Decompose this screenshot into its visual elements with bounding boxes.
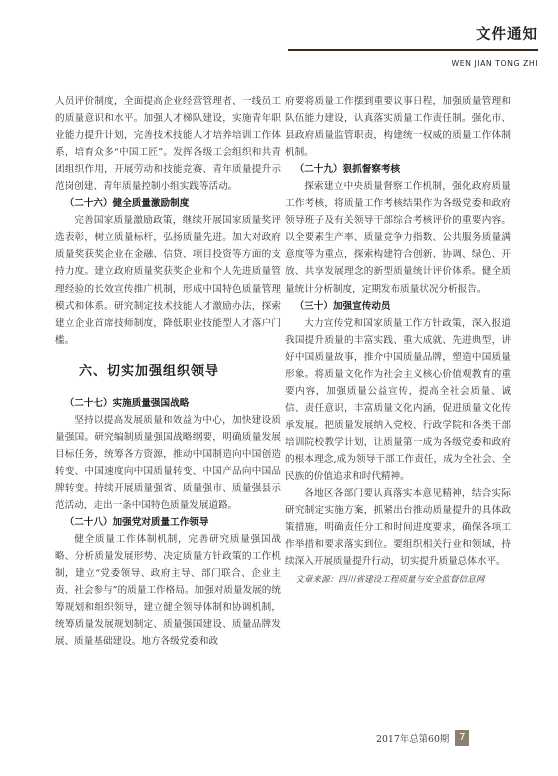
section-heading: 六、切实加强组织领导 (79, 363, 220, 379)
page-footer (376, 730, 469, 746)
page-header (288, 26, 538, 70)
paragraph: 探索建立中央质量督察工作机制，强化政府质量工作考核，将质量工作考核结果作为各级党委和政府领导班子及有关领导干部综合考核评价的重要内容。以全要素生产率、质量竞争力指数、公共服务质量满意度等为重点，探索构建符合创新、协调、绿色、开放、共享发展理念的新型质量统计评价体系。健全质量统计分析制度，定期发布质量状况分析报告。 (285, 181, 511, 295)
paragraph: 大力宣传党和国家质量工作方针政策，深入报道我国提升质量的丰富实践、重大成就、先进典型，讲好中国质量故事，推介中国质量品牌，塑造中国质量形象。将质量文化作为社会主义核心价值观教育的重要内容，加强质量公益宣传，提高全社会质量、诚信、责任意识，丰富质量文化内涵，促进质量文化传承发展。把质量发展纳入党校、行政学院和各类干部培训院校教学计划，让质量第一成为各级党委和政府的根本理念,成为领导干部工作责任，成为全社会、全民族的价值追求和时代精神。 (285, 317, 511, 483)
paragraph: 完善国家质量激励政策，继续开展国家质量奖评选表彰，树立质量标杆，弘扬质量先进。加大对政府质量奖获奖企业在金融、信贷、项目投资等方面的支持力度。建立政府质量奖获奖企业和个人先进质量管理经验的长效宣传推广机制，形成中国特色质量管理模式和体系。研究制定技术技能人才激励办法，探索建立企业首席技师制度，降低职业技能型人才落户门槛。 (55, 215, 281, 346)
paragraph: 健全质量工作体制机制，完善研究质量强国战略、分析质量发展形势、决定质量方针政策的工作机制，建立“党委领导、政府主导、部门联合、企业主责、社会参与”的质量工作格局。加强对质量发展的统筹规划和组织领导，建立健全领导体制和协调机制，统筹质量发展规划制定、质量强国建设、质量品牌发展、质量基础建设。地方各级党委和政 (55, 534, 281, 648)
closing-paragraph: 各地区各部门要认真落实本意见精神，结合实际研究制定实施方案，抓紧出台推动质量提升的具体政策措施，明确责任分工和时间进度要求，确保各项工作举措和要求落实到位。要组织相关行业和领域，持续深入开展质量提升行动，切实提升质量总体水平。 (285, 488, 511, 568)
subsection-title-26: （二十六）健全质量激励制度 (64, 198, 190, 210)
header-title: 文件通知 (476, 27, 538, 43)
header-rule (288, 49, 538, 51)
right-column (285, 93, 511, 589)
subsection-title-27: （二十七）实施质量强国战略 (64, 397, 190, 409)
header-subtitle: WEN JIAN TONG ZHI (451, 59, 538, 68)
article-source: 文章来源：四川省建设工程质量与安全监督信息网 (295, 575, 485, 586)
subsection-title-29: （二十九）狠抓督察考核 (294, 164, 401, 176)
paragraph: 府要将质量工作摆到重要议事日程，加强质量管理和队伍能力建设，认真落实质量工作责任制。强化市、县政府质量监管职责，构建统一权威的质量工作体制机制。 (285, 96, 511, 159)
subsection-title-28: （二十八）加强党对质量工作领导 (64, 517, 209, 529)
subsection-title-30: （三十）加强宣传动员 (294, 300, 391, 312)
issue-label: 2017年总第60期 (376, 734, 450, 745)
left-column (55, 93, 281, 650)
paragraph: 坚持以提高发展质量和效益为中心，加快建设质量强国。研究编制质量强国战略纲要，明确质量发展目标任务，统筹各方资源，推动中国制造向中国创造转变、中国速度向中国质量转变、中国产品向中国品牌转变。持续开展质量强省、质量强市、质量强县示范活动，走出一条中国特色质量发展道路。 (55, 414, 281, 511)
page-number: 7 (455, 730, 469, 746)
paragraph: 人员评价制度，全面提高企业经营管理者、一线员工的质量意识和水平。加强人才梯队建设，实施青年职业能力提升计划，完善技术技能人才培养培训工作体系，培育众多“中国工匠”。发挥各级工会组织和共青团组织作用，开展劳动和技能竞赛、青年质量提升示范岗创建、青年质量控制小组实践等活动。 (55, 96, 281, 193)
